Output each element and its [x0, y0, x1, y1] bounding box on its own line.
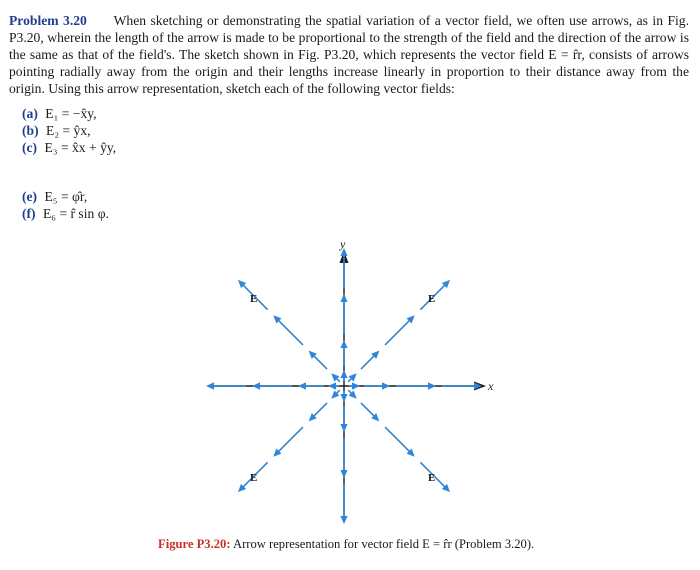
field-label-bottom-right: E	[428, 472, 436, 484]
parts-list-second	[22, 188, 109, 222]
part-f-expression: E₆ = r̂ sin φ.	[43, 206, 109, 221]
field-arrowhead-north-2	[340, 340, 347, 348]
field-arrowhead-south-2	[340, 424, 347, 432]
figure-caption-label: Figure P3.20:	[158, 537, 231, 551]
part-f-label: (f)	[22, 206, 36, 221]
part-e-expression: E₅ = φ̂r,	[44, 189, 88, 204]
field-label-bottom-left: E	[250, 472, 258, 484]
field-arrowhead-west-2	[298, 382, 306, 389]
part-b-label: (b)	[22, 123, 39, 138]
field-label-top-right: E	[428, 293, 436, 305]
field-arrowhead-west-4	[206, 382, 214, 389]
field-arrowhead-south-1	[340, 394, 347, 402]
field-arrowhead-west-3	[252, 382, 260, 389]
part-f	[22, 205, 109, 222]
field-arrow-southeast-2	[361, 403, 376, 418]
part-e-label: (e)	[22, 189, 38, 204]
field-arrow-southwest-2	[312, 403, 327, 418]
field-arrow-northeast-3	[385, 319, 411, 345]
field-arrowhead-west-1	[328, 382, 336, 389]
part-c-label: (c)	[22, 140, 38, 155]
part-c-expression: E₃ = x̂x + ŷy,	[44, 140, 117, 155]
field-arrowhead-north-1	[340, 370, 347, 378]
field-arrow-southwest-3	[277, 427, 303, 453]
problem-body: When sketching or demonstrating the spatial variation of a vector field, we often use arrows, as in Fig. P3.20, wherein the length of the arrow is made to be proportional to the strength of the field and the direction of the arrow is the same as that of the field's. The sketch shown in Fig. P3.20, which represents the vector field E = r̂r, consists of arrows pointing radially away from the origin and their lengths increase linearly in proportion to their distance away from the origin. Using this arrow representation, sketch each of the following vector fields:	[9, 13, 689, 97]
field-label-top-left: E	[250, 293, 258, 305]
field-arrowhead-east-3	[428, 382, 436, 389]
parts-list-first	[22, 105, 116, 156]
part-e	[22, 188, 109, 205]
field-arrowhead-north-3	[340, 294, 347, 302]
field-arrowhead-south-3	[340, 470, 347, 478]
field-arrowhead-east-1	[352, 382, 360, 389]
part-c	[22, 139, 116, 156]
part-a-expression: E₁ = −x̂y,	[45, 106, 97, 121]
problem-label: Problem 3.20	[9, 13, 87, 28]
problem-statement	[9, 12, 689, 97]
x-axis-label: x	[488, 379, 494, 393]
field-arrowhead-south-4	[340, 516, 347, 524]
field-arrow-northwest-2	[312, 354, 327, 369]
part-b-expression: E₂ = ŷx,	[46, 123, 91, 138]
field-arrow-southeast-3	[385, 427, 411, 453]
field-arrow-northwest-3	[277, 319, 303, 345]
field-arrowhead-east-2	[382, 382, 390, 389]
part-a	[22, 105, 116, 122]
figure-caption	[158, 537, 534, 552]
vector-field-figure	[205, 240, 495, 530]
field-arrow-northeast-2	[361, 354, 376, 369]
part-a-label: (a)	[22, 106, 38, 121]
y-axis-label: y	[340, 240, 346, 251]
figure-caption-text: Arrow representation for vector field E = r̂r (Problem 3.20).	[230, 537, 535, 551]
part-b	[22, 122, 116, 139]
